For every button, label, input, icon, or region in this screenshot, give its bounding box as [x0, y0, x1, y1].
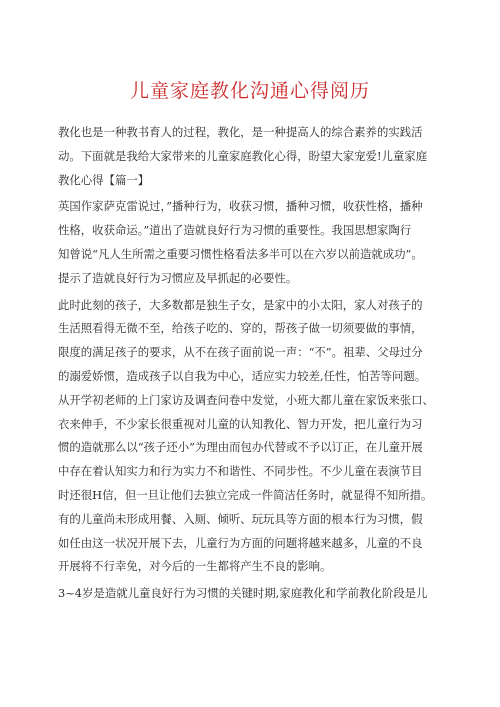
paragraph-4	[58, 582, 442, 606]
paragraph-line: 动。下面就是我给大家带来的儿童家庭教化心得，盼望大家宠爱!儿童家庭	[58, 148, 428, 163]
paragraph-line: 生活照看得无微不至，给孩子吃的、穿的，帮孩子做一切须要做的事情，	[58, 321, 423, 336]
paragraph-line: 惯的造就那么以“孩子还小”为理由而包办代替或不予以订正，在儿童开展	[58, 440, 423, 455]
paragraph-line: 如任由这一状况开展下去，儿童行为方面的问题将越来越多，儿童的不良	[58, 535, 423, 550]
paragraph-line: 知曾说“凡人生所需之重要习惯性格看法多半可以在六岁以前造就成功”。	[58, 246, 423, 261]
paragraph-line: 此时此刻的孩子，大多数都是独生子女，是家中的小太阳，家人对孩子的	[58, 297, 423, 312]
paragraph-line: 性格，收获命运。”道出了造就良好行为习惯的重要性。我国思想家陶行	[58, 223, 412, 238]
paragraph-line: 中存在着认知实力和行为实力不和谐性、不同步性。不少儿童在表演节目	[58, 464, 423, 479]
paragraph-line: 的溺爱娇惯，造成孩子以自我为中心，适应实力较差,任性，怕苦等问题。	[58, 368, 427, 383]
paragraph-line: 提示了造就良好行为习惯应及早抓起的必要性。	[58, 270, 298, 285]
paragraph-line: 衣来伸手，不少家长很重视对儿童的认知教化、智力开发，把儿童行为习	[58, 416, 423, 431]
paragraph-line: 教化也是一种教书育人的过程，教化，是一种提高人的综合素养的实践活	[58, 125, 423, 139]
paragraph-line: 英国作家萨克雷说过，”播种行为，收获习惯，播种习惯，收获性格，播种	[58, 199, 423, 214]
paragraph-2	[58, 195, 442, 290]
paragraph-line: 时还很H信，但一旦让他们去独立完成一件简洁任务时，就显得不知所措。	[58, 487, 433, 502]
paragraph-line: 教化心得【篇一】	[58, 172, 150, 187]
paragraph-line: 有的儿童尚未形成用餐、入厕、倾听、玩玩具等方面的根本行为习惯，假	[58, 511, 423, 526]
paragraph-3	[58, 294, 442, 580]
paragraph-line: 从开学初老师的上门家访及调查问卷中发觉，小班大都儿童在家饭来张口、	[58, 392, 434, 407]
paragraph-1	[58, 121, 442, 192]
paragraph-line: 限度的满足孩子的要求，从不在孩子面前说一声：“不”。祖辈、父母过分	[58, 345, 423, 360]
document-title: 儿童家庭教化沟通心得阅历	[129, 80, 370, 102]
paragraph-line: 开展将不行幸免，对今后的一生都将产生不良的影响。	[58, 559, 332, 574]
paragraph-line: 3~4岁是造就儿童良好行为习惯的关键时期,家庭教化和学前教化阶段是儿	[58, 586, 428, 601]
